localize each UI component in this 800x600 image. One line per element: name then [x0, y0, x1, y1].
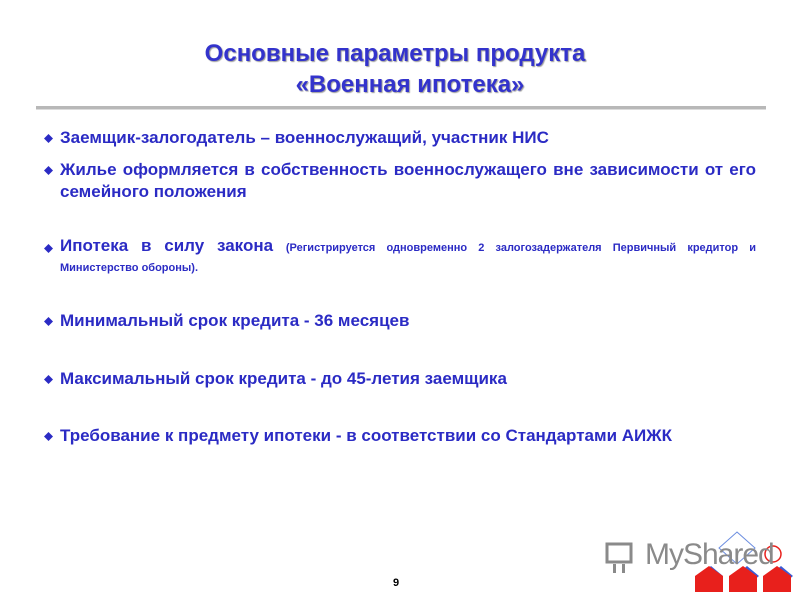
- bullet-item-5: [44, 368, 756, 390]
- watermark-text: MyShared: [645, 538, 774, 571]
- bullet-item-1: [44, 127, 756, 149]
- bullet-text: Требование к предмету ипотеки - в соответствии со Стандартами АИЖК: [60, 426, 672, 445]
- diamond-bullet-icon: [44, 375, 53, 384]
- title-line-2: «Военная ипотека»: [295, 71, 525, 98]
- bullet-note: (Регистрируется одновременно 2 залогозадержателя Первичный кредитор и Министерство обороны).: [60, 242, 756, 274]
- bullet-item-2: [44, 159, 756, 203]
- bullet-text: Минимальный срок кредита - 36 месяцев: [60, 311, 410, 330]
- title-line-1: Основные параметры продукта: [204, 40, 586, 67]
- diamond-bullet-icon: [44, 317, 53, 326]
- bullet-item-4: [44, 310, 756, 332]
- bullet-text-group: [60, 237, 756, 277]
- diamond-bullet-icon: [44, 432, 53, 441]
- slide-title: [0, 38, 800, 100]
- title-divider: [36, 106, 766, 110]
- bullet-item-6: [44, 425, 756, 447]
- bullet-text: Жилье оформляется в собственность военнослужащего вне зависимости от его семейного положения: [60, 160, 756, 201]
- watermark-logo: [605, 530, 795, 592]
- diamond-bullet-icon: [44, 134, 53, 143]
- diamond-bullet-icon: [44, 166, 53, 175]
- diamond-bullet-icon: [44, 244, 53, 253]
- bullet-item-3: [44, 237, 756, 277]
- bullet-text: Заемщик-залогодатель – военнослужащий, участник НИС: [60, 128, 549, 147]
- bullet-text: Максимальный срок кредита - до 45-летия заемщика: [60, 369, 507, 388]
- page-number: 9: [393, 577, 400, 589]
- bullet-text: Ипотека в силу закона: [60, 236, 286, 255]
